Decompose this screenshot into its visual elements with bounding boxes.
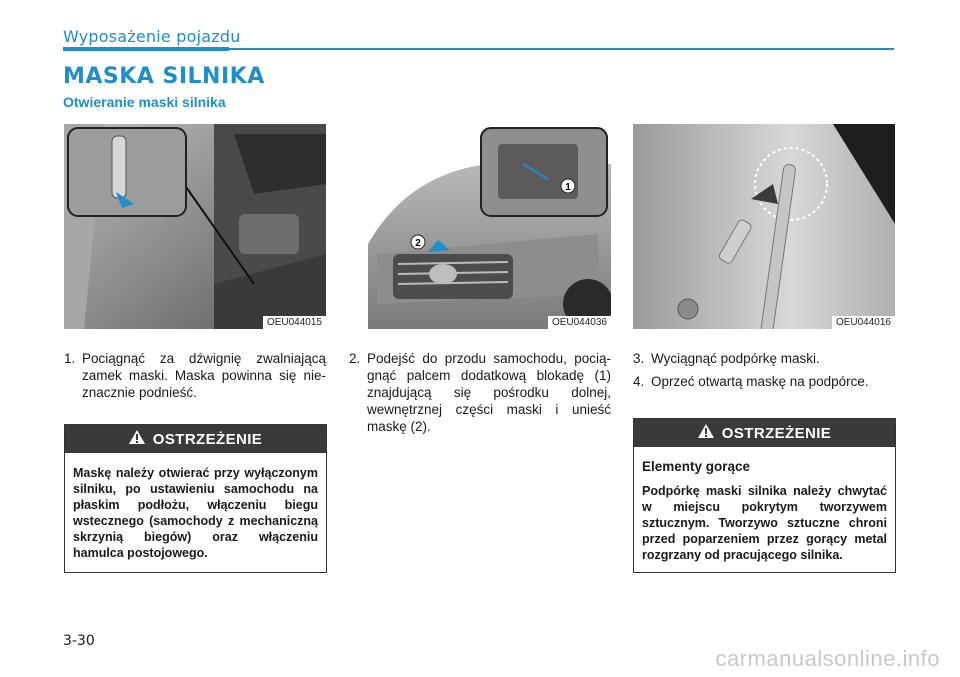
section-title: Wyposażenie pojazdu (63, 27, 241, 46)
page-subtitle: Otwieranie maski silnika (63, 94, 226, 110)
step-item (633, 350, 895, 367)
step-number: 3. (633, 351, 645, 366)
callout-2: 2 (415, 238, 421, 249)
figure-code: OEU044015 (263, 316, 326, 329)
warning-text: Maskę należy otwierać przy wyłączonym silniku, po ustawieniu samochodu na płaskim podłożu, włączeniu biegu wstecznego (samochody z mechaniczną skrzynią biegów) oraz włączeniu hamulca postojowego. (73, 466, 318, 560)
step-text: Pociągnąć za dźwignię zwalniającą zamek maski. Maska powinna się nieznacznie podnieść. (82, 351, 326, 400)
figure-hood-release-lever (64, 124, 326, 329)
step-number: 1. (64, 351, 76, 366)
section-rule (229, 48, 894, 50)
warning-box-2 (633, 418, 896, 573)
warning-body (634, 447, 895, 571)
step-number: 4. (633, 374, 645, 389)
figure-code: OEU044036 (548, 316, 611, 329)
figure-front-hood-latch (348, 124, 611, 329)
steps-column-1 (64, 350, 326, 407)
figure-hood-support-rod (633, 124, 895, 329)
step-text: Podejść do przodu samochodu, pociągnąć palcem dodatkową blokadę (1) znajdującą się pośrodku dolnej, wewnętrznej części maski i unieść maskę (2). (367, 351, 611, 434)
warning-header (65, 425, 326, 453)
warning-label: OSTRZEŻENIE (721, 424, 832, 442)
figure-code: OEU044016 (832, 316, 895, 329)
step-text: Wyciągnąć podpórkę maski. (651, 351, 820, 366)
steps-column-3 (633, 350, 895, 396)
warning-triangle-icon (129, 430, 145, 448)
warning-title: Elementy gorące (642, 459, 751, 474)
step-number: 2. (349, 351, 361, 366)
hood-support-rod-illustration (633, 124, 895, 329)
watermark: carmanualsonline.info (715, 646, 940, 671)
step-text: Oprzeć otwartą maskę na podpórce. (651, 374, 869, 389)
warning-triangle-icon (698, 424, 714, 442)
warning-label: OSTRZEŻENIE (152, 430, 263, 448)
steps-column-2 (349, 350, 611, 441)
page-title: MASKA SILNIKA (63, 64, 265, 89)
step-item (64, 350, 326, 401)
step-item (349, 350, 611, 435)
front-hood-latch-illustration (348, 124, 611, 329)
callout-1: 1 (565, 182, 571, 193)
warning-text: Podpórkę maski silnika należy chwytać w miejscu pokrytym tworzywem sztucznym. Tworzywo sztuczne chroni przed poparzeniem przez gorący metal rozgrzany od pracującego silnika. (642, 484, 887, 562)
hood-release-lever-illustration (64, 124, 326, 329)
warning-header (634, 419, 895, 447)
warning-body (65, 453, 326, 569)
page-number: 3-30 (63, 633, 95, 649)
section-underline (63, 47, 229, 51)
warning-box-1 (64, 424, 327, 573)
step-item (633, 373, 895, 390)
